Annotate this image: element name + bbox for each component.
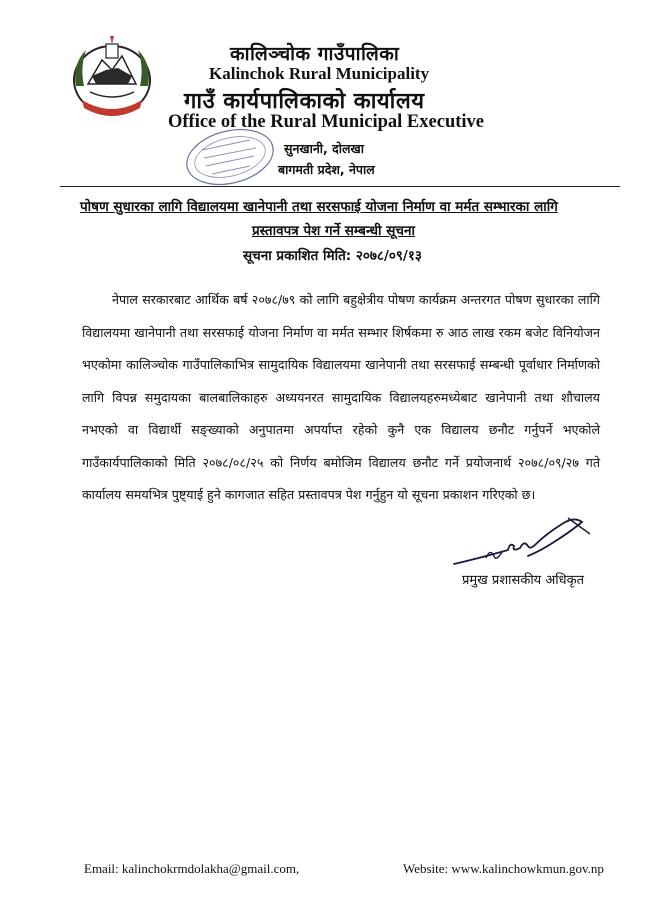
municipality-name-en: Kalinchok Rural Municipality — [209, 64, 430, 83]
nepal-emblem-icon — [62, 34, 162, 120]
footer-email: Email: kalinchokrmdolakha@gmail.com, — [84, 861, 300, 876]
header-divider — [60, 186, 620, 187]
notice-body — [82, 284, 600, 512]
address-line-2: बागमती प्रदेश, नेपाल — [278, 162, 375, 177]
office-name-en: Office of the Rural Municipal Executive — [168, 112, 484, 132]
signature-icon — [450, 512, 600, 574]
office-stamp-icon — [180, 126, 280, 188]
notice-title-line-2: प्रस्तावपत्र पेश गर्ने सम्बन्धी सूचना — [252, 223, 415, 239]
notice-title-line-1: पोषण सुधारका लागि विद्यालयमा खानेपानी तथा सरसफाई योजना निर्माण वा मर्मत सम्भारका लागि — [80, 199, 558, 215]
municipality-name-np: कालिञ्चोक गाउँपालिका — [230, 43, 400, 65]
published-date: सूचना प्रकाशित मिति: २०७८/०९/१३ — [243, 248, 422, 264]
address-line-1: सुनखानी, दोलखा — [284, 141, 364, 156]
notice-body-text: नेपाल सरकारबाट आर्थिक बर्ष २०७८/७९ को लागि बहुक्षेत्रीय पोषण कार्यक्रम अन्तरगत पोषण सुधारका लागि विद्यालयमा खानेपानी तथा सरसफाई योजना निर्माण वा मर्मत सम्भार शिर्षकमा रु आठ लाख रकम बजेट विनियोजन भएकोमा कालिञ्चोक गाउँपालिकाभित्र सामुदायिक विद्यालयमा खानेपानी तथा सरसफाई सम्बन्धी पूर्वाधार निर्माणको लागि विपन्न समुदायका बालबालिकाहरु अध्ययनरत सामुदायिक विद्यालयहरुमध्येबाट खानेपानी तथा शौचालय नभएको वा विद्यार्थी सङ्ख्याको अनुपातमा अपर्याप्त रहेको कुनै एक विद्यालय छनौट गर्नुपर्ने भएकोले गाउँकार्यपालिकाको मिति २०७८/०८/२५ को निर्णय बमोजिम विद्यालय छनौट गर्ने प्रयोजनार्थ २०७८/०९/२७ गते कार्यालय समयभित्र पुष्ट्याई हुने कागजात सहित प्रस्तावपत्र पेश गर्नुहुन यो सूचना प्रकाशन गरिएको छ। — [82, 292, 600, 502]
signatory-title: प्रमुख प्रशासकीय अधिकृत — [462, 573, 585, 588]
office-name-np: गाउँ कार्यपालिकाको कार्यालय — [184, 89, 425, 114]
footer-website: Website: www.kalinchowkmun.gov.np — [403, 861, 604, 876]
